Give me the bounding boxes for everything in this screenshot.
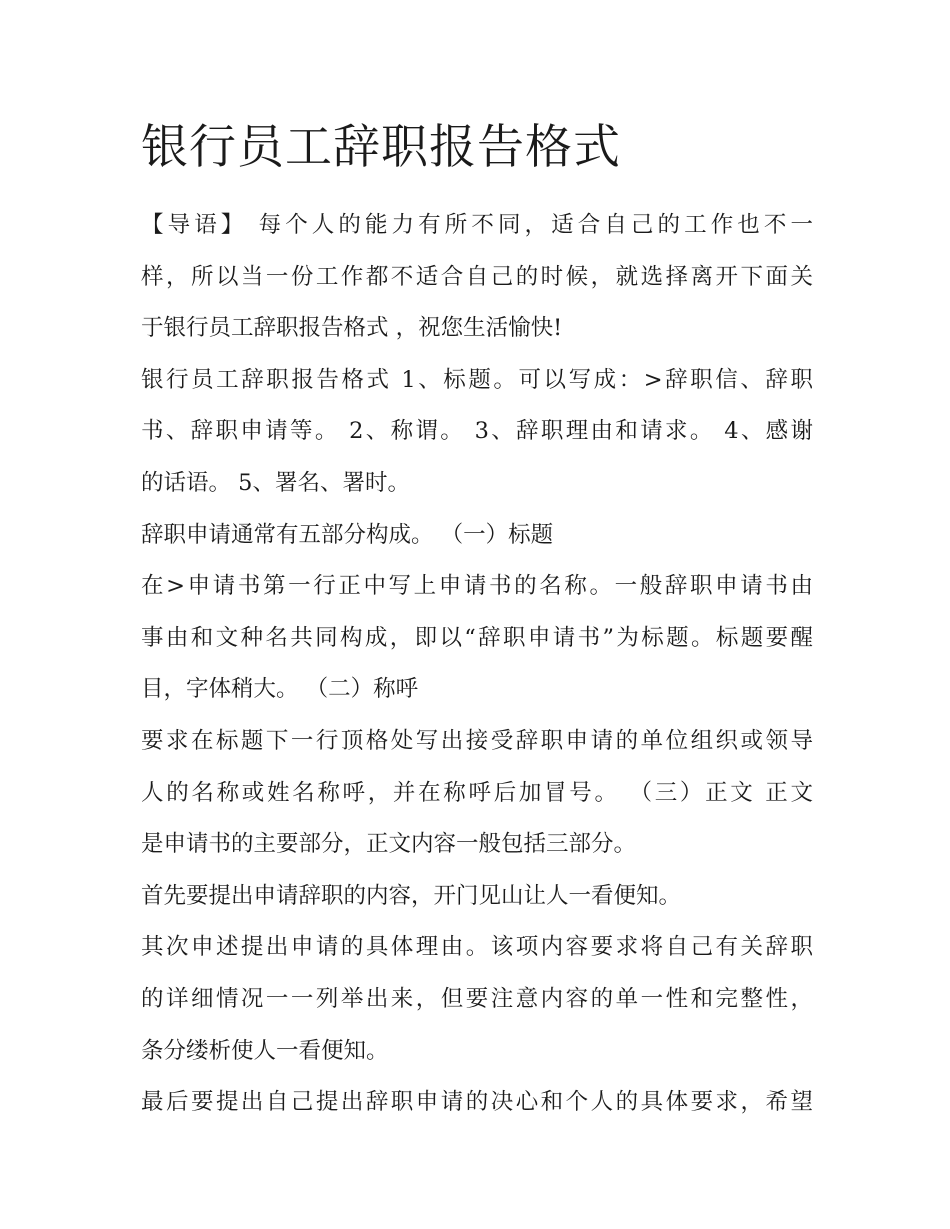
body-line: 书、辞职申请等。 2、称谓。 3、辞职理由和请求。 4、感谢 [141, 418, 813, 445]
body-line: 辞职申请通常有五部分构成。 （一）标题 [141, 521, 554, 548]
body-line: 于银行员工辞职报告格式 ，祝您生活愉快! [141, 315, 563, 342]
document-title: 银行员工辞职报告格式 [141, 120, 621, 175]
body-line: 人的名称或姓名称呼，并在称呼后加冒号。 （三）正文 正文 [141, 779, 813, 806]
body-line: 最后要提出自己提出辞职申请的决心和个人的具体要求，希望 [141, 1089, 813, 1116]
body-line: 的话语。 5、署名、署时。 [141, 469, 410, 496]
body-line: 【导语】 每个人的能力有所不同，适合自己的工作也不一 [141, 212, 813, 238]
body-line: 是申请书的主要部分，正文内容一般包括三部分。 [141, 831, 637, 858]
document-body [141, 200, 813, 1129]
body-line: 其次申述提出申请的具体理由。该项内容要求将自己有关辞职 [141, 934, 813, 961]
body-line: 要求在标题下一行顶格处写出接受辞职申请的单位组织或领导 [141, 727, 813, 754]
body-line: 银行员工辞职报告格式 1、标题。可以写成：>辞职信、辞职 [141, 366, 813, 393]
body-line: 的详细情况一一列举出来，但要注意内容的单一性和完整性， [141, 985, 813, 1012]
body-line: 在>申请书第一行正中写上申请书的名称。一般辞职申请书由 [141, 573, 813, 600]
body-line: 样，所以当一份工作都不适合自己的时候，就选择离开下面关 [141, 263, 813, 290]
body-line: 目，字体稍大。 （二）称呼 [141, 676, 419, 703]
body-line: 首先要提出申请辞职的内容，开门见山让人一看便知。 [141, 882, 682, 909]
body-line: 条分缕析使人一看便知。 [141, 1037, 389, 1064]
body-line: 事由和文种名共同构成，即以“辞职申请书”为标题。标题要醒 [141, 624, 813, 651]
